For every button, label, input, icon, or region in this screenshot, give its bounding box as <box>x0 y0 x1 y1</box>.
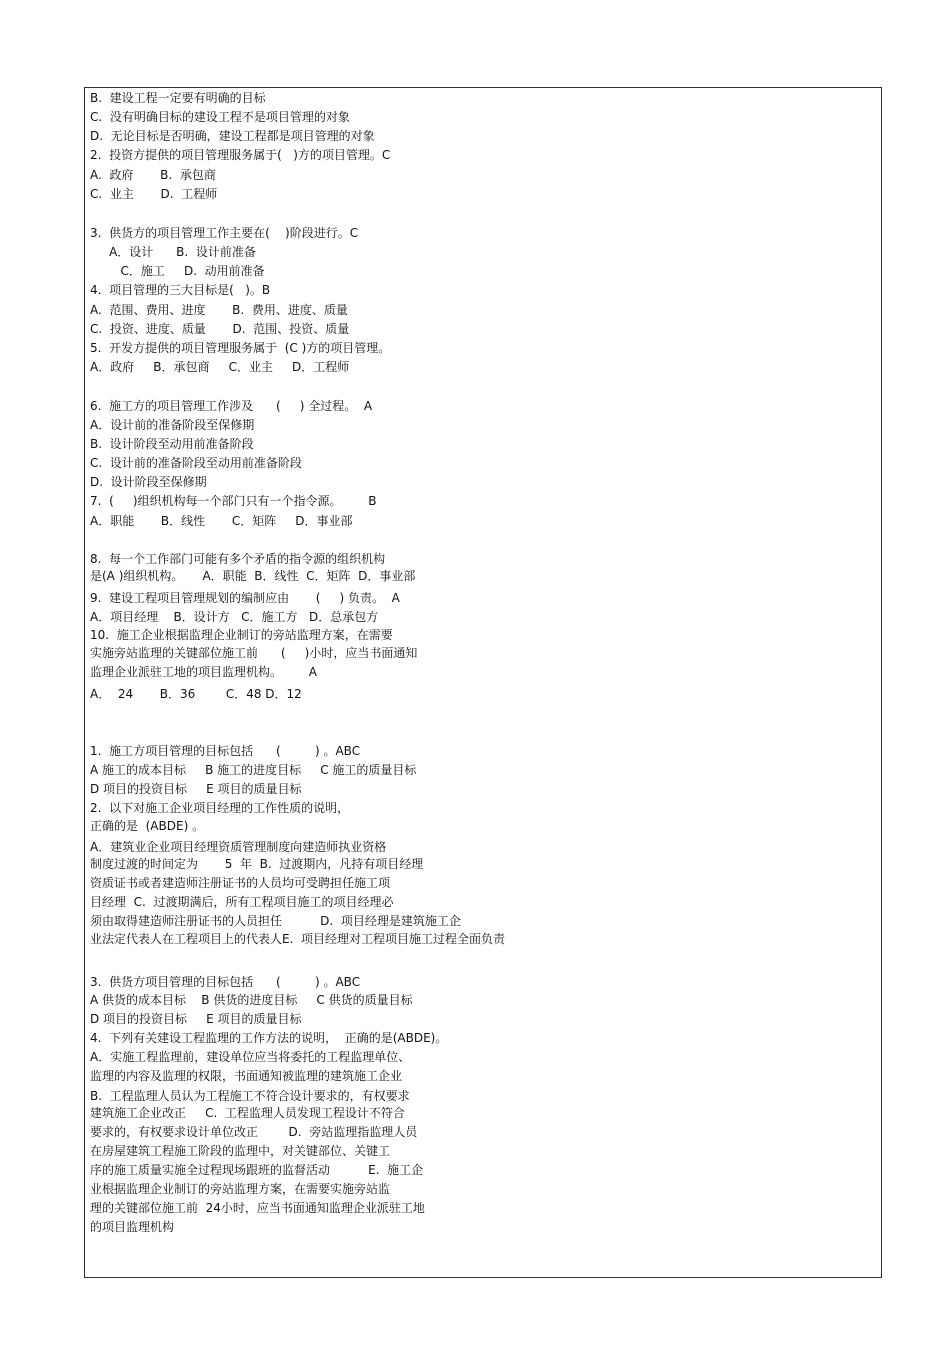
text-line: A. 范围、费用、进度 B. 费用、进度、质量 <box>90 303 348 317</box>
text-line: A．设计前的准备阶段至保修期 <box>90 418 255 432</box>
text-line: 2. 投资方提供的项目管理服务属于( )方的项目管理。C <box>90 148 391 162</box>
text-line: 目经理 C. 过渡期满后，所有工程项目施工的项目经理必 <box>90 895 394 909</box>
text-line: 2. 以下对施工企业项目经理的工作性质的说明， <box>90 801 350 815</box>
text-line: A．项目经理 B．设计方 C．施工方 D．总承包方 <box>90 610 379 624</box>
text-line: 3. 供货方的项目管理工作主要在( )阶段进行。C <box>90 226 359 240</box>
text-line: A．设计 B. 设计前准备 <box>90 245 256 259</box>
text-line: 资质证书或者建造师注册证书的人员均可受聘担任施工项 <box>90 876 391 890</box>
text-line: A 施工的成本目标 B 施工的进度目标 C 施工的质量目标 <box>90 763 417 777</box>
text-line: 业根据监理企业制订的旁站监理方案，在需要实施旁站监 <box>90 1182 391 1196</box>
text-line: C. 没有明确目标的建设工程不是项目管理的对象 <box>90 110 350 124</box>
text-line: 监理的内容及监理的权限，书面通知被监理的建筑施工企业 <box>90 1069 403 1083</box>
text-line: A． 24 B．36 C．48 D．12 <box>90 687 302 701</box>
text-line: 4. 项目管理的三大目标是( )。B <box>90 283 271 297</box>
text-line: C．施工 D. 动用前准备 <box>90 264 265 278</box>
text-line: 监理企业派驻工地的项目监理机构。 A <box>90 665 317 679</box>
text-line: C. 投资、进度、质量 D. 范围、投资、质量 <box>90 322 350 336</box>
text-line: D 项目的投资目标 E 项目的质量目标 <box>90 782 302 796</box>
text-line: D. 设计阶段至保修期 <box>90 475 207 489</box>
text-line: 须由取得建造师注册证书的人员担任 D. 项目经理是建筑施工企 <box>90 914 461 928</box>
text-line: 3. 供货方项目管理的目标包括 ( ) 。ABC <box>90 975 361 989</box>
text-line: 4. 下列有关建设工程监理的工作方法的说明， 正确的是(ABDE)。 <box>90 1031 448 1045</box>
text-line: 9. 建设工程项目管理规划的编制应由 ( ) 负责。 A <box>90 591 400 605</box>
text-line: 是(A )组织机构。 A．职能 B．线性 C．矩阵 D．事业部 <box>90 569 416 583</box>
text-line: 在房屋建筑工程施工阶段的监理中，对关键部位、关键工 <box>90 1144 391 1158</box>
text-line: 8. 每一个工作部门可能有多个矛盾的指令源的组织机构 <box>90 552 386 566</box>
text-line: 正确的是 (ABDE) 。 <box>90 819 205 833</box>
text-line: A．建筑业企业项目经理资质管理制度向建造师执业资格 <box>90 840 387 854</box>
text-line: 的项目监理机构 <box>90 1220 175 1234</box>
text-line: D. 无论目标是否明确，建设工程都是项目管理的对象 <box>90 129 375 143</box>
text-line: A 供货的成本目标 B 供货的进度目标 C 供货的质量目标 <box>90 993 413 1007</box>
text-line: 序的施工质量实施全过程现场跟班的监督活动 E. 施工企 <box>90 1163 424 1177</box>
text-line: 建筑施工企业改正 C. 工程监理人员发现工程设计不符合 <box>90 1106 405 1120</box>
text-line: 6. 施工方的项目管理工作涉及 ( ) 全过程。 A <box>90 399 373 413</box>
text-line: 制度过渡的时间定为 5 年 B. 过渡期内，凡持有项目经理 <box>90 857 424 871</box>
text-line: B. 建设工程一定要有明确的目标 <box>90 91 266 105</box>
text-line: A．实施工程监理前，建设单位应当将委托的工程监理单位、 <box>90 1050 411 1064</box>
text-line: A. 政府 B. 承包商 <box>90 168 216 182</box>
text-line: 理的关键部位施工前 24小时，应当书面通知监理企业派驻工地 <box>90 1201 425 1215</box>
text-line: A．政府 B．承包商 C．业主 D．工程师 <box>90 360 350 374</box>
text-line: 业法定代表人在工程项目上的代表人E. 项目经理对工程项目施工过程全面负责 <box>90 932 506 946</box>
text-line: 要求的，有权要求设计单位改正 D. 旁站监理指监理人员 <box>90 1125 418 1139</box>
text-line: B. 工程监理人员认为工程施工不符合设计要求的，有权要求 <box>90 1089 410 1103</box>
text-line: B. 设计阶段至动用前准备阶段 <box>90 437 254 451</box>
text-line: D 项目的投资目标 E 项目的质量目标 <box>90 1012 302 1026</box>
text-line: 7. ( )组织机构每一个部门只有一个指令源。 B <box>90 494 377 508</box>
text-line: C. 设计前的准备阶段至动用前准备阶段 <box>90 456 302 470</box>
text-line: 5. 开发方提供的项目管理服务属于 (C )方的项目管理。 <box>90 341 391 355</box>
text-line: 10. 施工企业根据监理企业制订的旁站监理方案，在需要 <box>90 628 393 642</box>
text-line: 1. 施工方项目管理的目标包括 ( ) 。ABC <box>90 744 361 758</box>
text-line: 实施旁站监理的关键部位施工前 ( )小时，应当书面通知 <box>90 646 418 660</box>
text-line: C. 业主 D. 工程师 <box>90 187 218 201</box>
text-line: A．职能 B．线性 C．矩阵 D．事业部 <box>90 514 353 528</box>
